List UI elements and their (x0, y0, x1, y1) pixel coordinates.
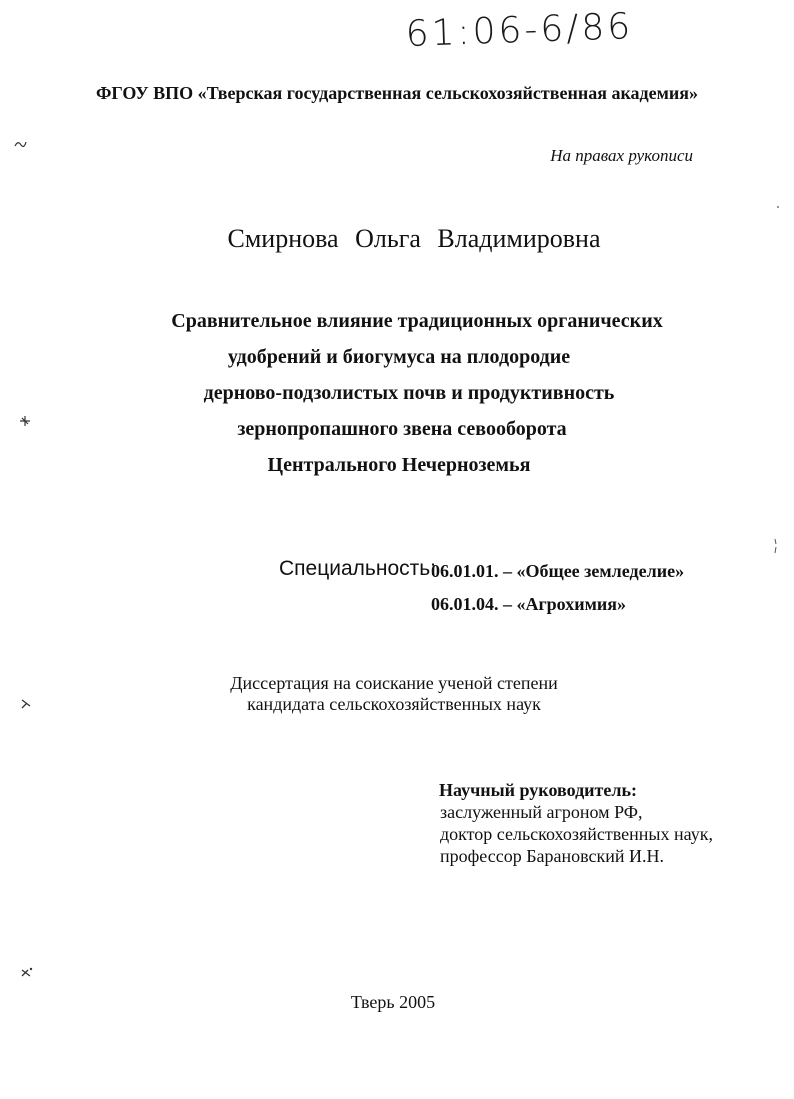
manuscript-note: На правах рукописи (550, 146, 693, 165)
city-year: Тверь 2005 (350, 992, 436, 1012)
scan-artifact-mark (20, 698, 32, 710)
supervisor-line: профессор Барановский И.Н. (440, 846, 665, 866)
dissertation-title (0, 303, 794, 483)
scan-artifact-mark (14, 138, 28, 150)
title-line: дерново-подзолистых почв и продуктивность (203, 382, 615, 404)
title-line: удобрений и биогумуса на плодородие (227, 346, 571, 368)
title-line: зернопропашного звена севооборота (237, 418, 567, 440)
author-name: Смирнова Ольга Владимировна (227, 224, 601, 253)
degree-statement (0, 673, 788, 715)
institution-name: ФГОУ ВПО «Тверская государственная сельскохозяйственная академия» (95, 83, 699, 103)
supervisor-line: заслуженный агроном РФ, (440, 802, 643, 822)
scan-artifact-mark (775, 204, 781, 210)
supervisor-line: доктор сельскохозяйственных наук, (440, 824, 713, 844)
specialty-item: 06.01.01. – «Общее земледелие» (431, 561, 685, 581)
supervisor-block (439, 779, 713, 867)
handwritten-catalog-code: 61:06-6/86 (405, 6, 634, 55)
scan-artifact-mark (772, 538, 780, 554)
degree-line: кандидата сельскохозяйственных наук (247, 694, 541, 714)
degree-line: Диссертация на соискание ученой степени (230, 673, 558, 693)
specialty-item: 06.01.04. – «Агрохимия» (431, 594, 626, 614)
title-line: Центрального Нечерноземья (267, 454, 531, 476)
scan-artifact-mark (18, 414, 32, 428)
scan-artifact-mark (20, 966, 34, 980)
supervisor-heading: Научный руководитель: (439, 780, 637, 800)
title-line: Сравнительное влияние традиционных органических (171, 310, 663, 332)
specialty-label: Специальность: (279, 557, 437, 580)
